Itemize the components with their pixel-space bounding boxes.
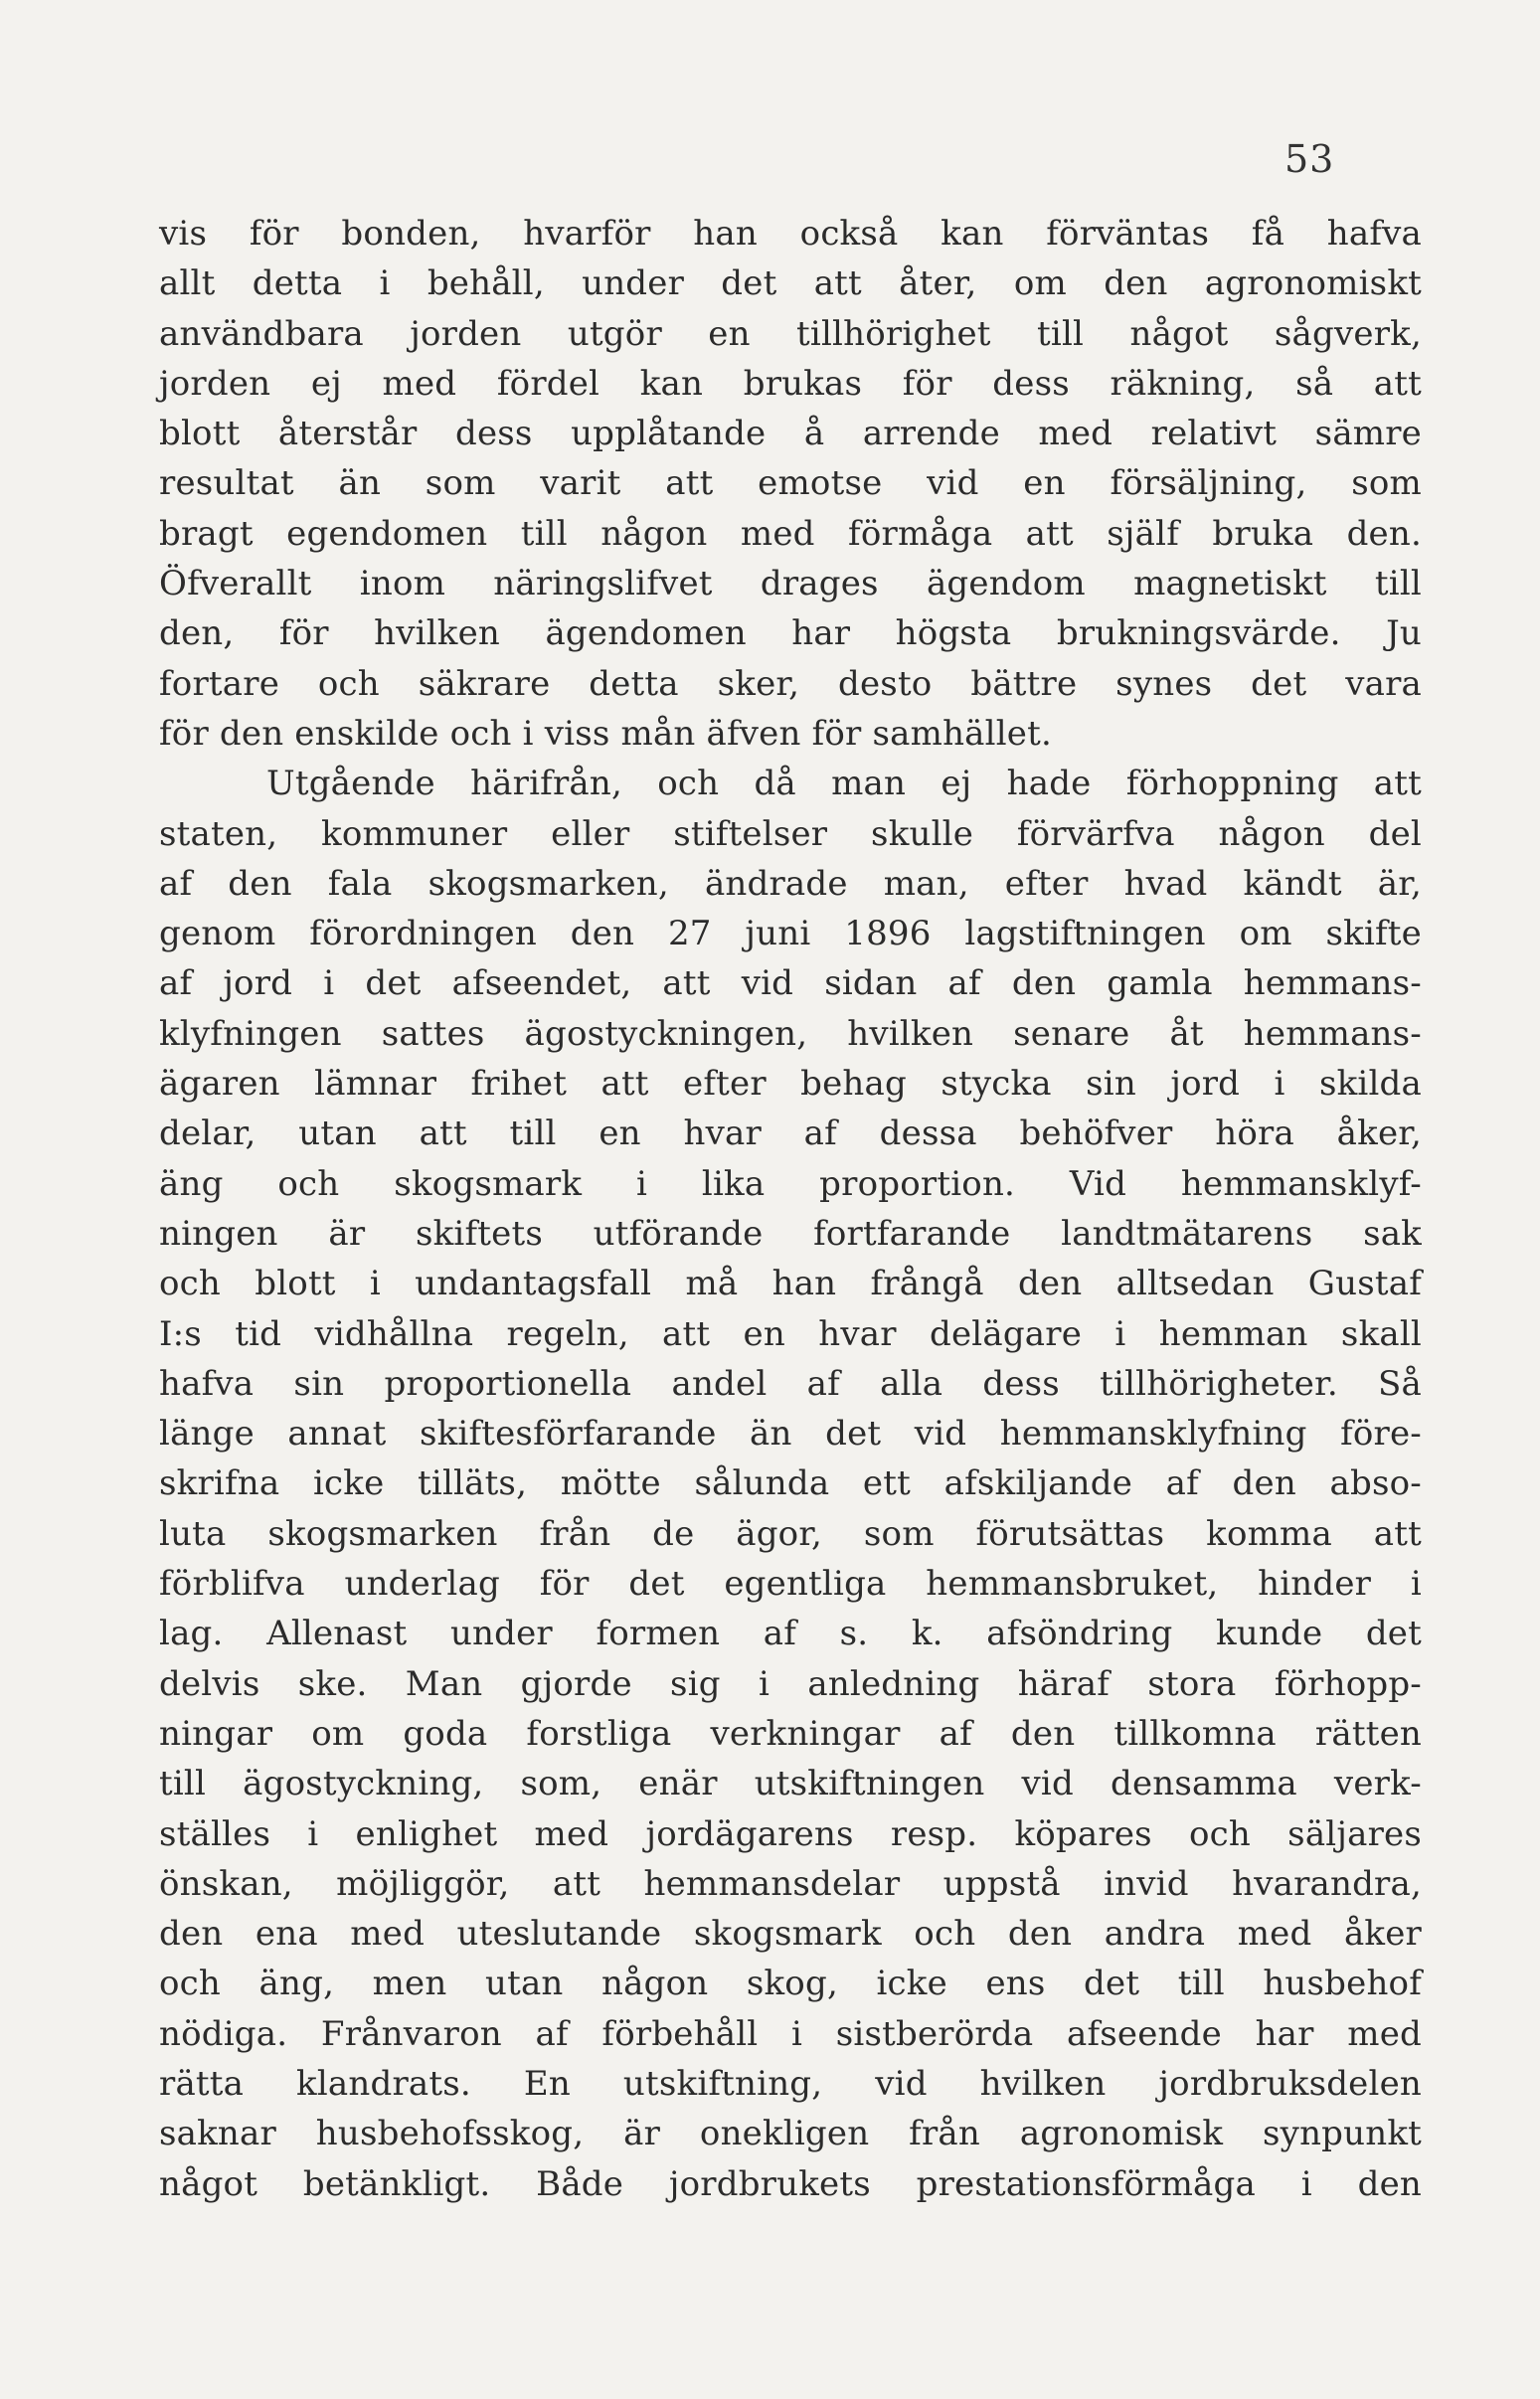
text-line: delvis ske. Man gjorde sig i anledning häraf stora förhopp- [159,1663,1422,1704]
text-line: Utgående härifrån, och då man ej hade förhoppning att [266,764,1422,804]
text-line: vis för bonden, hvarför han också kan förväntas få hafva [159,214,1422,254]
text-line: något betänkligt. Både jordbrukets prestationsförmåga i den [159,2163,1422,2204]
text-line: rätta klandrats. En utskiftning, vid hvilken jordbruksdelen [159,2063,1422,2104]
text-line: genom förordningen den 27 juni 1896 lagstiftningen om skifte [159,914,1422,954]
text-line: ägaren lämnar frihet att efter behag stycka sin jord i skilda [159,1064,1422,1105]
text-line: staten, kommuner eller stiftelser skulle förvärfva någon del [159,813,1422,854]
text-line: och blott i undantagsfall må han frångå den alltsedan Gustaf [159,1264,1422,1304]
text-line: länge annat skiftesförfarande än det vid hemmansklyfning före- [159,1414,1422,1455]
text-line: allt detta i behåll, under det att åter, om den agronomiskt [159,263,1422,304]
page-number: 53 [1284,137,1335,181]
text-line: Öfverallt inom näringslifvet drages ägendom magnetiskt till [159,564,1422,604]
text-line: ningen är skiftets utförande fortfarande landtmätarens sak [159,1213,1422,1254]
text-line: och äng, men utan någon skog, icke ens det till husbehof [159,1964,1422,2004]
text-line: klyfningen sattes ägostyckningen, hvilken senare åt hemmans- [159,1013,1422,1054]
text-line: luta skogsmarken från de ägor, som förutsättas komma att [159,1513,1422,1554]
text-line: lag. Allenast under formen af s. k. afsöndring kunde det [159,1614,1422,1654]
text-line: af jord i det afseendet, att vid sidan af den gamla hemmans- [159,963,1422,1004]
text-line: jorden ej med fördel kan brukas för dess räkning, så att [159,363,1422,404]
text-line: resultat än som varit att emotse vid en försäljning, som [159,463,1422,504]
text-line: äng och skogsmark i lika proportion. Vid hemmansklyf- [159,1163,1422,1204]
text-line: blott återstår dess upplåtande å arrende med relativt sämre [159,414,1422,454]
text-line: skrifna icke tilläts, mötte sålunda ett afskiljande af den abso- [159,1463,1422,1504]
text-line: af den fala skogsmarken, ändrade man, efter hvad kändt är, [159,863,1422,904]
text-line: delar, utan att till en hvar af dessa behöfver höra åker, [159,1114,1422,1154]
text-line: hafva sin proportionella andel af alla dess tillhörigheter. Så [159,1363,1422,1404]
text-line: bragt egendomen till någon med förmåga att själf bruka den. [159,513,1422,554]
body-text [159,209,1422,2209]
text-line: användbara jorden utgör en tillhörighet till något sågverk, [159,313,1422,354]
text-line: önskan, möjliggör, att hemmansdelar uppstå invid hvarandra, [159,1863,1422,1904]
text-line: för den enskilde och i viss mån äfven för samhället. [159,713,1052,754]
text-line: nödiga. Frånvaron af förbehåll i sistberörda afseende har med [159,2013,1422,2054]
text-line: den, för hvilken ägendomen har högsta brukningsvärde. Ju [159,613,1422,654]
text-line: ställes i enlighet med jordägarens resp. köpares och säljares [159,1813,1422,1854]
text-line: saknar husbehofsskog, är onekligen från agronomisk synpunkt [159,2114,1422,2154]
text-line: ningar om goda forstliga verkningar af den tillkomna rätten [159,1713,1422,1754]
text-line: den ena med uteslutande skogsmark och den andra med åker [159,1914,1422,1955]
text-line: fortare och säkrare detta sker, desto bättre synes det vara [159,663,1422,704]
text-line: I:s tid vidhållna regeln, att en hvar delägare i hemman skall [159,1313,1422,1354]
text-line: till ägostyckning, som, enär utskiftningen vid densamma verk- [159,1764,1422,1804]
text-line: förblifva underlag för det egentliga hemmansbruket, hinder i [159,1564,1422,1605]
